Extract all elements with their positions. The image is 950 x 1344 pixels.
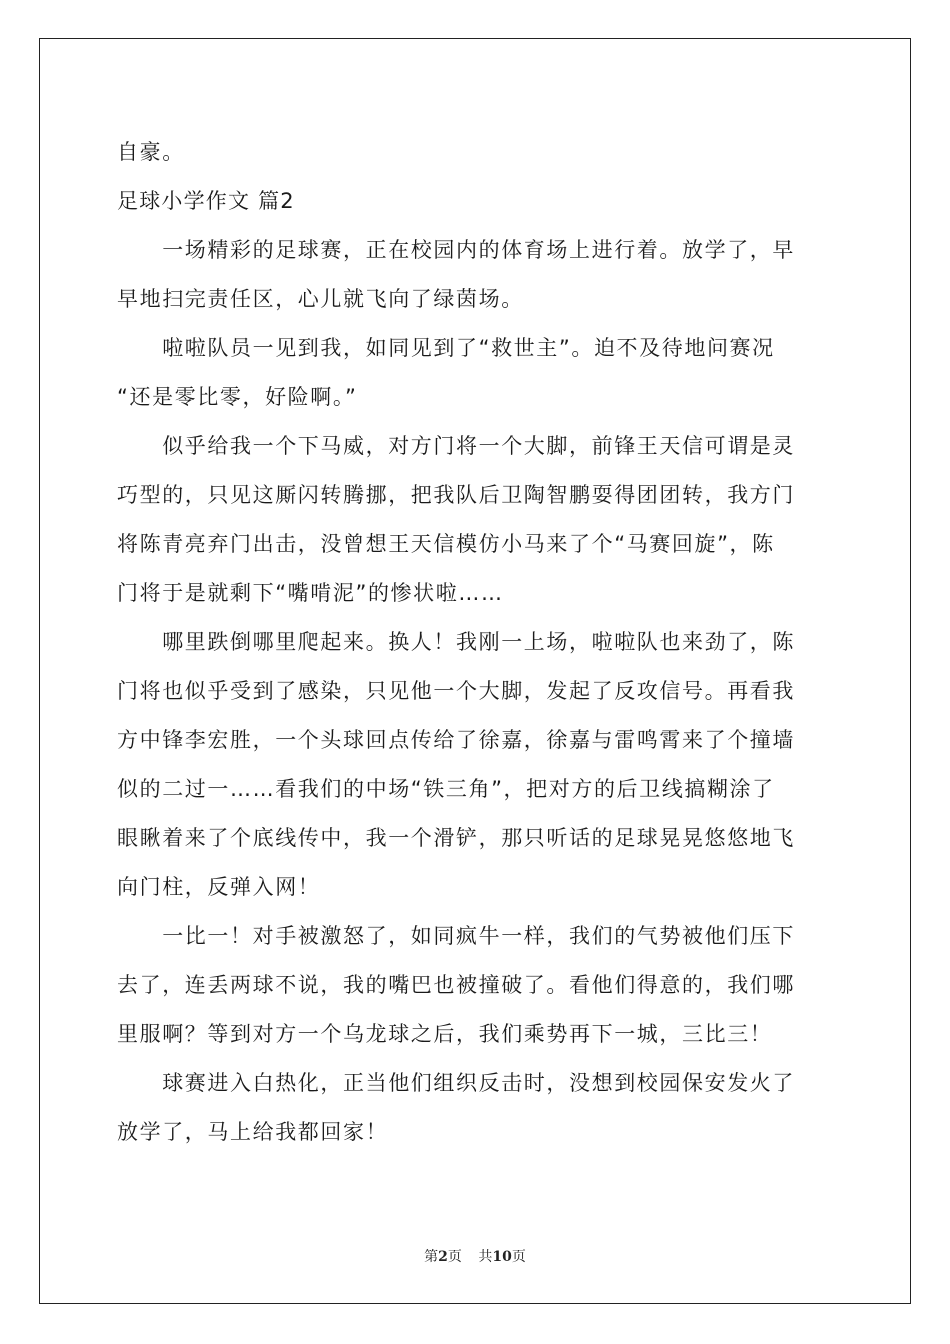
text-line: 里服啊？等到对方一个乌龙球之后，我们乘势再下一城，三比三！ xyxy=(117,1022,773,1046)
text-line: 门将于是就剩下“嘴啃泥”的惨状啦…… xyxy=(117,581,504,605)
text-line: 向门柱，反弹入网！ xyxy=(117,875,321,899)
text-line: 眼瞅着来了个底线传中，我一个滑铲，那只听话的足球晃晃悠悠地飞 xyxy=(117,826,795,850)
text-line: 门将也似乎受到了感染，只见他一个大脚，发起了反攻信号。再看我 xyxy=(117,679,795,703)
text-line: 自豪。 xyxy=(117,140,185,164)
text-line: 方中锋李宏胜，一个头球回点传给了徐嘉，徐嘉与雷鸣霄来了个撞墙 xyxy=(117,728,795,752)
document-body xyxy=(117,128,839,1157)
text-line: 一比一！对手被激怒了，如同疯牛一样，我们的气势被他们压下 xyxy=(117,924,795,948)
page-number: 2 xyxy=(438,1249,448,1265)
page-footer xyxy=(0,1246,950,1266)
text-line: 去了，连丢两球不说，我的嘴巴也被撞破了。看他们得意的，我们哪 xyxy=(117,973,795,997)
text-line: 将陈青亮弃门出击，没曾想王天信模仿小马来了个“马赛回旋”，陈 xyxy=(117,532,775,556)
text-line: 球赛进入白热化，正当他们组织反击时，没想到校园保安发火了 xyxy=(117,1071,795,1095)
text-line: 啦啦队员一见到我，如同见到了“救世主”。迫不及待地问赛况 xyxy=(117,336,775,360)
page-indicator: 第2页 xyxy=(424,1249,462,1265)
text-line: 早地扫完责任区，心儿就飞向了绿茵场。 xyxy=(117,287,524,311)
section-heading: 足球小学作文 篇2 xyxy=(117,189,295,213)
text-line: “还是零比零，好险啊。” xyxy=(117,385,358,409)
text-line: 似的二过一……看我们的中场“铁三角”，把对方的后卫线搞糊涂了 xyxy=(117,777,775,801)
total-pages-indicator: 共10页 xyxy=(478,1249,526,1265)
total-pages: 10 xyxy=(492,1249,512,1265)
text-line: 巧型的，只见这厮闪转腾挪，把我队后卫陶智鹏耍得团团转，我方门 xyxy=(117,483,795,507)
text-line: 一场精彩的足球赛，正在校园内的体育场上进行着。放学了，早 xyxy=(117,238,795,262)
text-line: 放学了，马上给我都回家！ xyxy=(117,1120,389,1144)
text-line: 哪里跌倒哪里爬起来。换人！我刚一上场，啦啦队也来劲了，陈 xyxy=(117,630,795,654)
text-line: 似乎给我一个下马威，对方门将一个大脚，前锋王天信可谓是灵 xyxy=(117,434,795,458)
